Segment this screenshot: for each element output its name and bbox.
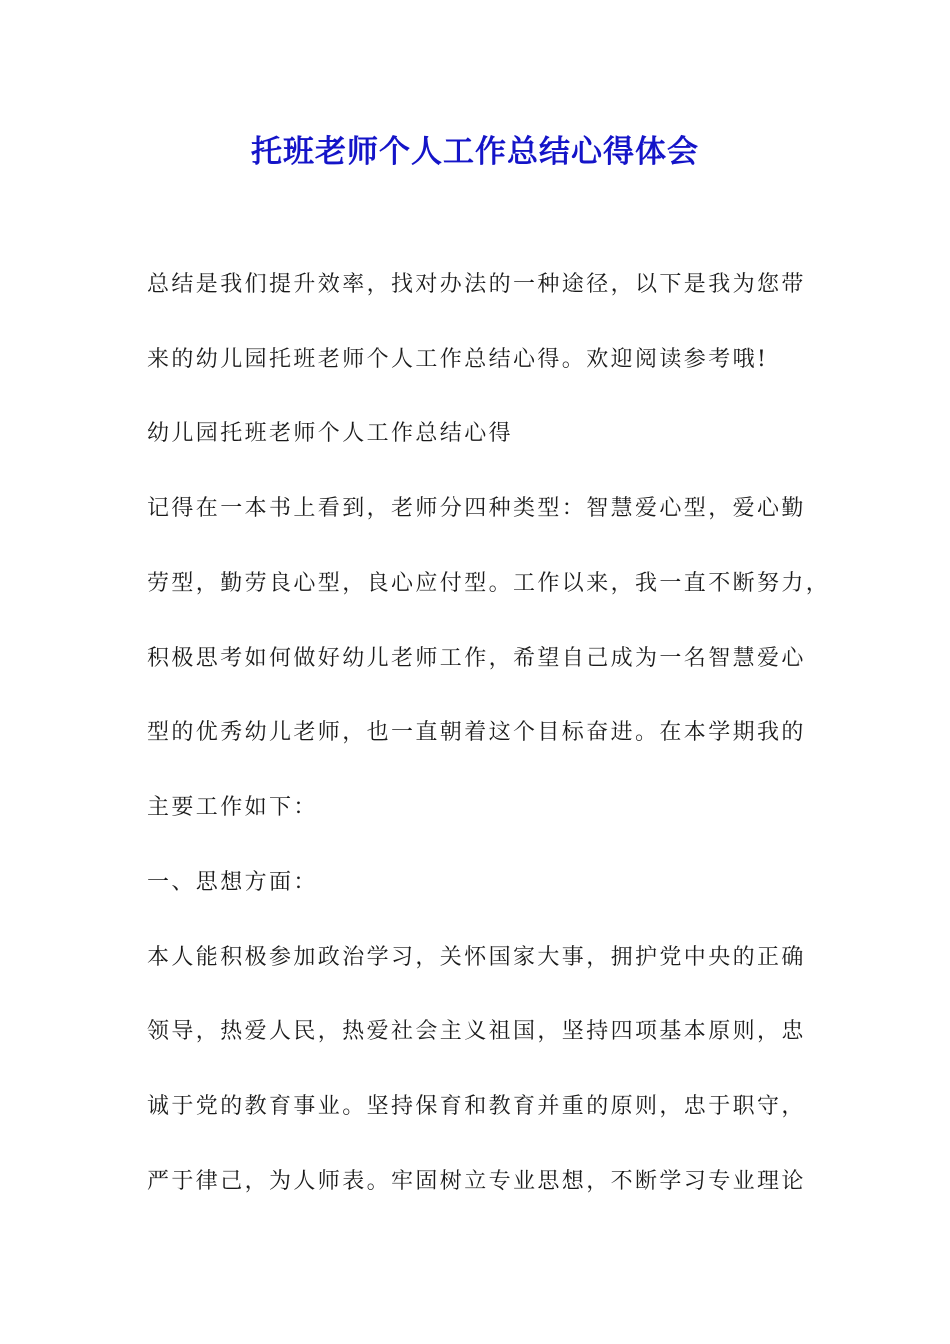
body-line-1: 总结是我们提升效率，找对办法的一种途径，以下是我为您带 [147, 272, 806, 297]
document-title: 托班老师个人工作总结心得体会 [251, 134, 699, 170]
body-line-12: 诚于党的教育事业。坚持保育和教育并重的原则，忠于职守， [147, 1094, 806, 1119]
body-line-6: 积极思考如何做好幼儿老师工作，希望自己成为一名智慧爱心 [147, 646, 806, 671]
section-heading: 幼儿园托班老师个人工作总结心得 [147, 421, 514, 446]
body-line-10: 本人能积极参加政治学习，关怀国家大事，拥护党中央的正确 [147, 945, 806, 970]
subsection-heading: 一、思想方面： [147, 870, 318, 895]
body-line-4: 记得在一本书上看到，老师分四种类型：智慧爱心型，爱心勤 [147, 496, 806, 521]
body-line-5: 劳型，勤劳良心型，良心应付型。工作以来，我一直不断努力， [147, 571, 831, 596]
body-line-13: 严于律己，为人师表。牢固树立专业思想，不断学习专业理论 [147, 1169, 806, 1194]
body-line-11: 领导，热爱人民，热爱社会主义祖国，坚持四项基本原则，忠 [147, 1019, 806, 1044]
body-line-8: 主要工作如下： [147, 795, 318, 820]
body-line-7: 型的优秀幼儿老师，也一直朝着这个目标奋进。在本学期我的 [147, 720, 806, 745]
body-line-2: 来的幼儿园托班老师个人工作总结心得。欢迎阅读参考哦! [147, 347, 769, 372]
